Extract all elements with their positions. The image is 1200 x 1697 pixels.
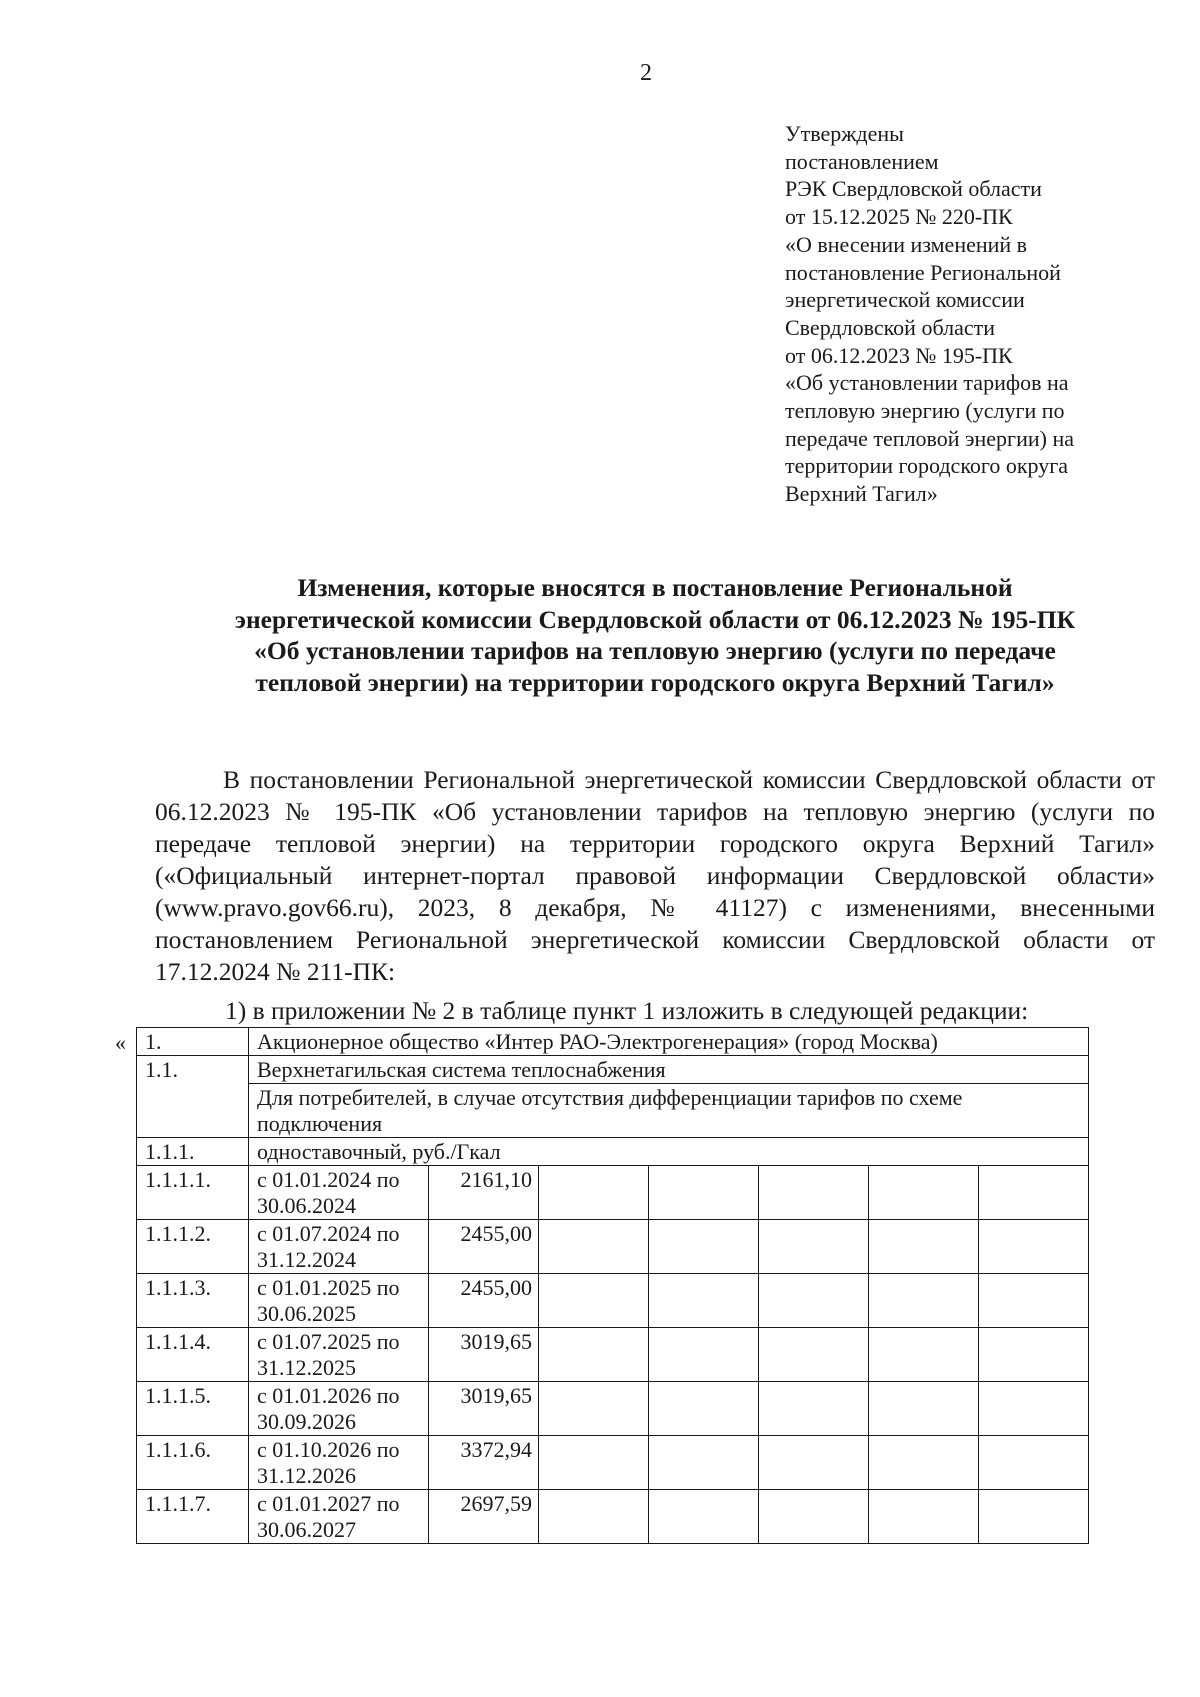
- approval-line: постановление Региональной: [785, 259, 1061, 285]
- empty-cell: [869, 1220, 979, 1274]
- empty-cell: [539, 1490, 649, 1544]
- empty-cell: [979, 1166, 1089, 1220]
- empty-cell: [979, 1490, 1089, 1544]
- item-1-text: 1) в приложении № 2 в таблице пункт 1 изложить в следующей редакции:: [225, 996, 1029, 1025]
- tariff-value: 3019,65: [429, 1382, 539, 1436]
- title-line: энергетической комиссии Свердловской области от 06.12.2023 № 195-ПК: [234, 604, 1076, 634]
- row-number: 1.1.1.4.: [137, 1328, 249, 1382]
- approval-line: Утверждены: [785, 121, 904, 146]
- table-row: [137, 1028, 1089, 1056]
- approval-line: тепловую энергию (услуги по: [785, 398, 1065, 424]
- empty-cell: [539, 1274, 649, 1328]
- empty-cell: [869, 1382, 979, 1436]
- period-cell: [249, 1220, 429, 1274]
- empty-cell: [869, 1166, 979, 1220]
- row-number: 1.1.1.: [137, 1138, 249, 1166]
- approval-line: постановлением: [785, 148, 939, 174]
- empty-cell: [979, 1220, 1089, 1274]
- period-start: с 01.07.2024 по: [257, 1221, 400, 1246]
- tariff-value: 3019,65: [429, 1328, 539, 1382]
- empty-cell: [649, 1274, 759, 1328]
- period-start: с 01.01.2024 по: [257, 1167, 400, 1192]
- company-name: Акционерное общество «Интер РАО-Электрогенерация» (город Москва): [249, 1028, 1089, 1056]
- period-start: с 01.01.2026 по: [257, 1383, 400, 1408]
- row-number: 1.1.1.3.: [137, 1274, 249, 1328]
- table-row: [137, 1436, 1089, 1490]
- empty-cell: [759, 1220, 869, 1274]
- table-row: [137, 1490, 1089, 1544]
- table-row: [137, 1166, 1089, 1220]
- empty-cell: [539, 1220, 649, 1274]
- row-number: 1.1.1.7.: [137, 1490, 249, 1544]
- period-start: с 01.01.2025 по: [257, 1275, 400, 1300]
- empty-cell: [539, 1328, 649, 1382]
- approval-line: РЭК Свердловской области: [785, 176, 1042, 202]
- empty-cell: [979, 1328, 1089, 1382]
- table-row: [137, 1084, 1089, 1138]
- body-paragraph: В постановлении Региональной энергетической комиссии Свердловской области от 06.12.2023 № 195-ПК «Об установлении тарифов на тепловую энергию (услуги по передаче тепловой энергии) на территории городского округа Верхний Тагил» («Официальный интернет-портал правовой информации Свердловской области» (www.pravo.gov66.ru), 2023, 8 декабря, № 41127) с изменениями, внесенными постановлением Региональной энергетической комиссии Свердловской области от 17.12.2024 № 211-ПК:: [155, 765, 1155, 986]
- tariff-value: 2455,00: [429, 1220, 539, 1274]
- tariff-value: 2161,10: [429, 1166, 539, 1220]
- document-title: [150, 572, 1160, 698]
- table-row: [137, 1382, 1089, 1436]
- period-end: 30.09.2026: [257, 1409, 356, 1434]
- system-name: Верхнетагильская система теплоснабжения: [249, 1056, 1089, 1084]
- approval-line: «Об установлении тарифов на: [785, 370, 1069, 396]
- approval-line: передаче тепловой энергии) на: [785, 425, 1074, 451]
- table-row: [137, 1056, 1089, 1084]
- empty-cell: [869, 1274, 979, 1328]
- tariff-type: одноставочный, руб./Гкал: [249, 1138, 1089, 1166]
- period-cell: [249, 1436, 429, 1490]
- empty-cell: [759, 1490, 869, 1544]
- title-line: тепловой энергии) на территории городского округа Верхний Тагил»: [255, 667, 1055, 697]
- period-start: с 01.01.2027 по: [257, 1491, 400, 1516]
- empty-cell: [759, 1166, 869, 1220]
- consumer-group: Для потребителей, в случае отсутствия дифференциации тарифов по схеме подключения: [249, 1084, 1089, 1138]
- row-number: 1.1.1.1.: [137, 1166, 249, 1220]
- empty-cell: [979, 1436, 1089, 1490]
- row-number: 1.1.1.5.: [137, 1382, 249, 1436]
- period-cell: [249, 1166, 429, 1220]
- table-row: [137, 1138, 1089, 1166]
- row-number: 1.: [137, 1028, 249, 1056]
- empty-cell: [869, 1328, 979, 1382]
- approval-block: [785, 120, 1145, 508]
- tariff-value: 2697,59: [429, 1490, 539, 1544]
- approval-line: «О внесении изменений в: [785, 231, 1028, 257]
- empty-cell: [759, 1436, 869, 1490]
- period-end: 30.06.2027: [257, 1517, 356, 1542]
- empty-cell: [759, 1274, 869, 1328]
- empty-cell: [539, 1382, 649, 1436]
- table-row: [137, 1328, 1089, 1382]
- tariff-value: 3372,94: [429, 1436, 539, 1490]
- table-row: [137, 1220, 1089, 1274]
- empty-cell: [649, 1166, 759, 1220]
- period-cell: [249, 1274, 429, 1328]
- empty-cell: [979, 1382, 1089, 1436]
- period-start: с 01.07.2025 по: [257, 1329, 400, 1354]
- title-line: Изменения, которые вносятся в постановление Региональной: [297, 573, 1013, 602]
- empty-cell: [649, 1382, 759, 1436]
- approval-line: энергетической комиссии: [785, 287, 1025, 313]
- approval-line: от 06.12.2023 № 195-ПК: [785, 342, 1013, 368]
- row-number: 1.1.1.2.: [137, 1220, 249, 1274]
- empty-cell: [649, 1220, 759, 1274]
- approval-line: Верхний Тагил»: [785, 481, 938, 507]
- tariff-table: [136, 1027, 1089, 1544]
- approval-line: территории городского округа: [785, 453, 1069, 479]
- empty-cell: [539, 1166, 649, 1220]
- period-cell: [249, 1382, 429, 1436]
- period-end: 30.06.2025: [257, 1301, 356, 1326]
- period-end: 31.12.2025: [257, 1355, 356, 1380]
- period-end: 31.12.2024: [257, 1247, 356, 1272]
- empty-cell: [649, 1436, 759, 1490]
- body-text: [155, 764, 1155, 988]
- row-number: 1.1.1.6.: [137, 1436, 249, 1490]
- empty-cell: [759, 1382, 869, 1436]
- empty-cell: [539, 1436, 649, 1490]
- period-cell: [249, 1490, 429, 1544]
- period-start: с 01.10.2026 по: [257, 1437, 400, 1462]
- page-number: 2: [640, 60, 652, 86]
- empty-cell: [869, 1436, 979, 1490]
- empty-cell: [869, 1490, 979, 1544]
- period-end: 30.06.2024: [257, 1193, 356, 1218]
- approval-line: от 15.12.2025 № 220-ПК: [785, 204, 1013, 230]
- empty-cell: [649, 1328, 759, 1382]
- row-number: 1.1.: [137, 1056, 249, 1138]
- opening-quote: «: [115, 1030, 126, 1055]
- empty-cell: [979, 1274, 1089, 1328]
- table-row: [137, 1274, 1089, 1328]
- title-line: «Об установлении тарифов на тепловую энергию (услуги по передаче: [254, 636, 1056, 665]
- tariff-value: 2455,00: [429, 1274, 539, 1328]
- empty-cell: [649, 1490, 759, 1544]
- period-end: 31.12.2026: [257, 1463, 356, 1488]
- approval-line: Свердловской области: [785, 314, 995, 340]
- empty-cell: [759, 1328, 869, 1382]
- period-cell: [249, 1328, 429, 1382]
